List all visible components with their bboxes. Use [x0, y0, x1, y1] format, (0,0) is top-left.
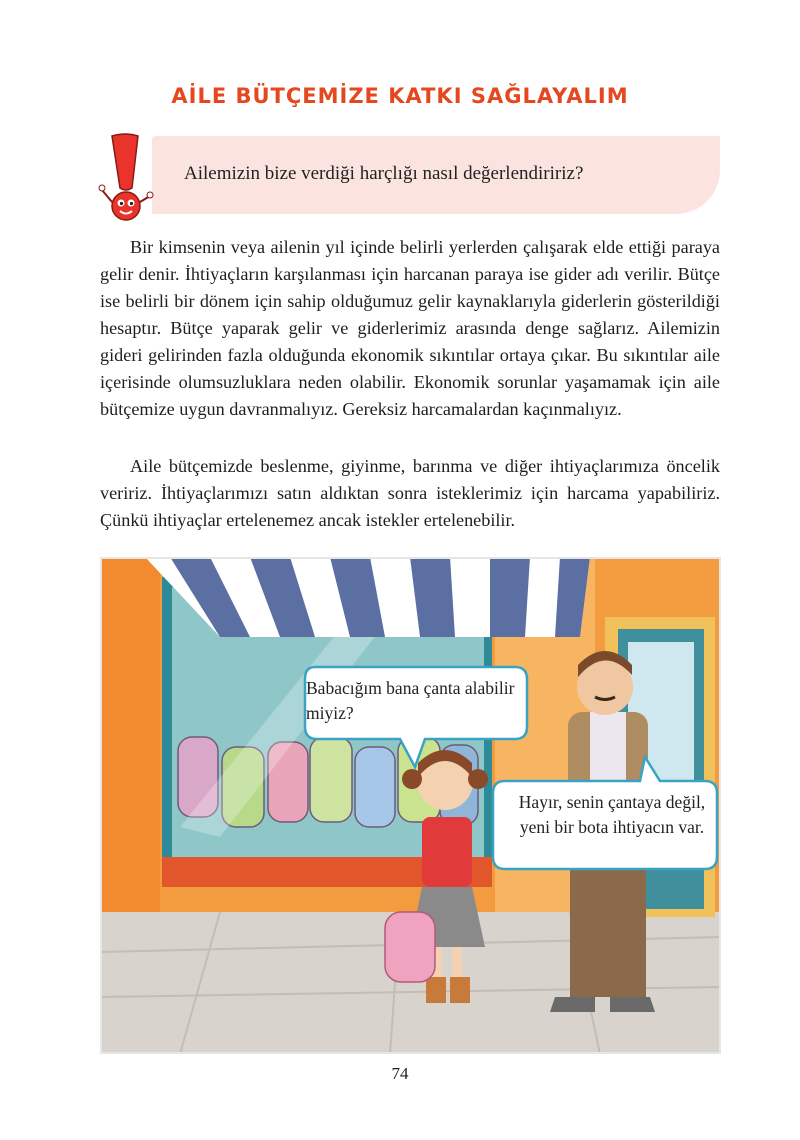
body-paragraph-1: Bir kimsenin veya ailenin yıl içinde belirli yerlerden çalışarak elde ettiği paraya gelir denir. İhtiyaçların karşılanması için harcanan paraya ise gider adı verilir. Bütçe ise belirli bir dönem için sahip olduğumuz gelir kaynaklarıyla giderlerin gösterildiği hesaptır. Bütçe yaparak gelir ve giderlerimiz arasında denge sağlarız. Ailemizin gideri gelirinden fazla olduğunda ekonomik sıkıntılar ortaya çıkar. Bu sıkıntılar aile içerisinde olumsuzluklara neden olabilir. Ekonomik sorunlar yaşamamak için aile bütçemize uygun davranmalıyız. Gereksiz harcamalardan kaçınmalıyız. [100, 237, 720, 419]
page-title: AİLE BÜTÇEMİZE KATKI SAĞLAYALIM [171, 84, 629, 108]
girl-speech-bubble: Babacığım bana çanta alabilir miyiz? [306, 678, 515, 723]
question-text: Ailemizin bize verdiği harçlığı nasıl değerlendiririz? [184, 163, 584, 184]
page-number: 74 [391, 1064, 409, 1083]
body-paragraph-2: Aile bütçemizde beslenme, giyinme, barınma ve diğer ihtiyaçlarımıza öncelik veririz. İhtiyaçlarımızı satın aldıktan sonra isteklerimiz için harcama yapabiliriz. Çünkü ihtiyaçlar ertelenemez ancak istekler ertelenebilir. [100, 456, 720, 530]
father-speech-bubble: Hayır, senin çantaya değil, yeni bir bota ihtiyacın var. [518, 792, 706, 837]
exclamation-mark-mascot-icon [98, 132, 154, 224]
